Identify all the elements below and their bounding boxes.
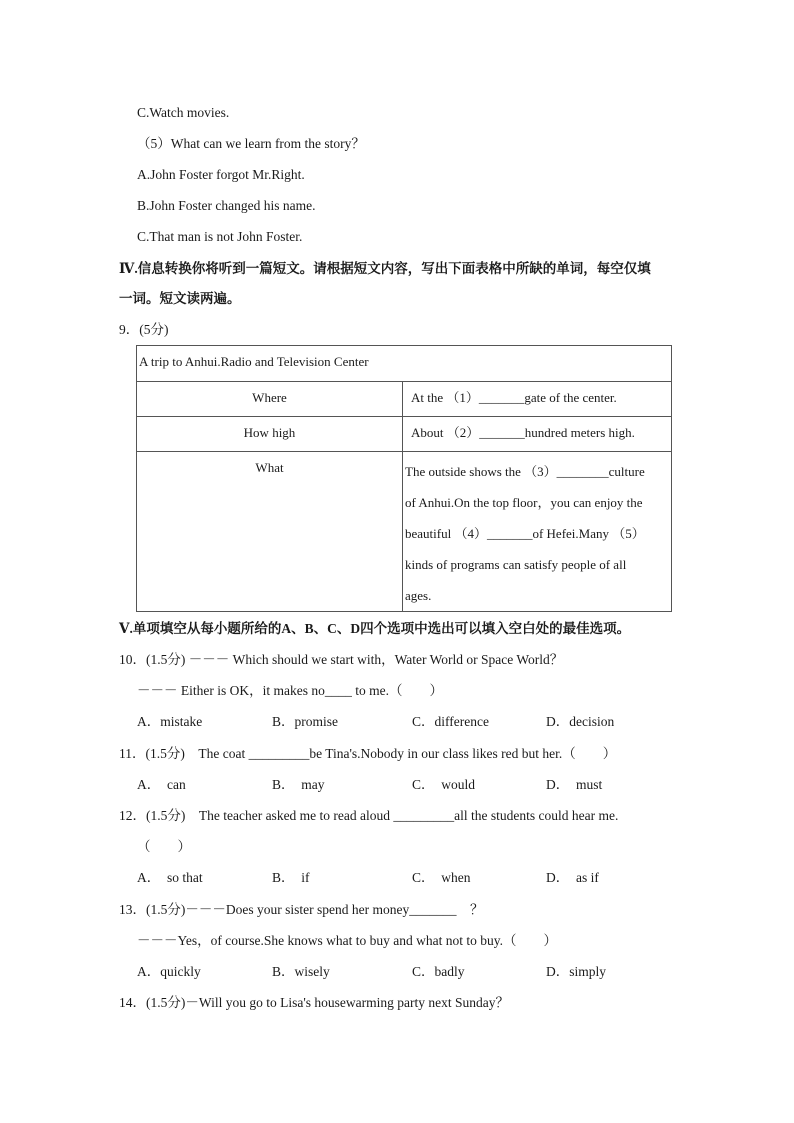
table-row	[137, 452, 672, 612]
section-iv-heading: Ⅳ.信息转换你将听到一篇短文。请根据短文内容，写出下面表格中所缺的单词，每空仅填	[119, 261, 651, 276]
section-v-heading: Ⅴ.单项填空从每小题所给的A、B、C、D四个选项中选出可以填入空白处的最佳选项。	[119, 621, 631, 636]
what-line: kinds of programs can satisfy people of all	[405, 557, 627, 572]
q5-option-a: A.John Foster forgot Mr.Right.	[137, 167, 305, 182]
q10-stem: 10．(1.5分) －－－ Which should we start with，Water World or Space World？	[119, 652, 564, 667]
q13-option-d[interactable]: D．simply	[546, 964, 607, 979]
what-line: ages.	[405, 588, 432, 603]
row-label-where: Where	[137, 382, 403, 417]
what-line: The outside shows the （3）________culture	[405, 464, 645, 479]
q10-option-a[interactable]: A．mistake	[137, 714, 203, 729]
row-text-what	[403, 452, 672, 612]
q11-option-a[interactable]: A． can	[137, 777, 186, 792]
q5-option-b: B.John Foster changed his name.	[137, 198, 316, 213]
table-row	[137, 417, 672, 452]
q11-option-b[interactable]: B． may	[272, 777, 325, 792]
q12-option-a[interactable]: A． so that	[137, 870, 203, 885]
q12-option-b[interactable]: B． if	[272, 870, 310, 885]
q13-option-a[interactable]: A．quickly	[137, 964, 201, 979]
q13-stem-cont: －－－Yes，of course.She knows what to buy and what not to buy.（ ）	[137, 933, 557, 948]
q12-option-d[interactable]: D． as if	[546, 870, 599, 885]
q10-option-b[interactable]: B．promise	[272, 714, 338, 729]
q9-label: 9．(5分)	[119, 322, 169, 337]
info-table	[136, 345, 672, 612]
table-row	[137, 382, 672, 417]
q12-stem: 12．(1.5分) The teacher asked me to read aloud _________all the students could hear me.	[119, 808, 619, 823]
option-c-text: C.Watch movies.	[137, 105, 230, 120]
table-title: A trip to Anhui.Radio and Television Center	[137, 346, 672, 382]
row-text-where: At the （1）_______gate of the center.	[403, 382, 672, 417]
row-text-how-high: About （2）_______hundred meters high.	[403, 417, 672, 452]
what-line: beautiful （4）_______of Hefei.Many （5）	[405, 526, 645, 541]
what-line: of Anhui.On the top floor，you can enjoy the	[405, 495, 643, 510]
row-label-what: What	[137, 452, 403, 612]
q13-stem: 13．(1.5分)－－－Does your sister spend her money_______ ？	[119, 902, 484, 917]
q10-option-c[interactable]: C．difference	[412, 714, 489, 729]
section-iv-heading-cont: 一词。短文读两遍。	[119, 291, 241, 306]
q5-stem: （5）What can we learn from the story？	[137, 136, 365, 151]
q5-option-c: C.That man is not John Foster.	[137, 229, 303, 244]
row-label-how-high: How high	[137, 417, 403, 452]
q13-option-c[interactable]: C．badly	[412, 964, 465, 979]
q11-stem: 11．(1.5分) The coat _________be Tina's.Nobody in our class likes red but her.（ ）	[119, 746, 617, 761]
q10-option-d[interactable]: D．decision	[546, 714, 615, 729]
q14-stem: 14．(1.5分)－Will you go to Lisa's housewarming party next Sunday？	[119, 995, 509, 1010]
q10-stem-cont: －－－ Either is OK，it makes no____ to me.（ ）	[137, 683, 443, 698]
q13-option-b[interactable]: B．wisely	[272, 964, 330, 979]
q11-option-d[interactable]: D． must	[546, 777, 603, 792]
table-row	[137, 346, 672, 382]
q12-stem-cont: （ ）	[137, 839, 191, 854]
q11-option-c[interactable]: C． would	[412, 777, 476, 792]
q12-option-c[interactable]: C． when	[412, 870, 471, 885]
